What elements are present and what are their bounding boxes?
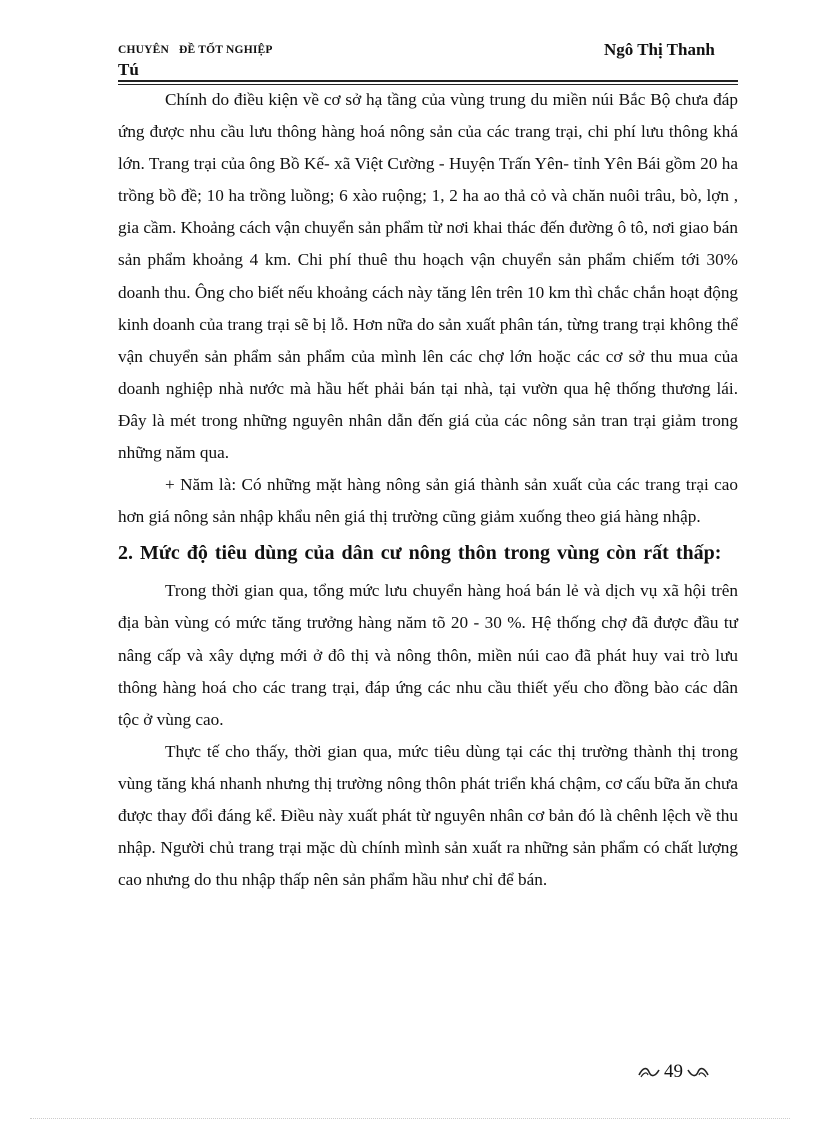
paragraph-3: Trong thời gian qua, tổng mức lưu chuyển hàng hoá bán lẻ và dịch vụ xã hội trên địa bàn vùng có mức tăng trưởng hàng năm tõ 20 - 30 %. Hệ thống chợ đã được đầu tư nâng cấp và xây dựng mới ở đô thị và nông thôn, miền núi cao đã phát huy vai trò lưu thông hàng hoá cho các trang trại, đáp ứng các nhu cầu thiết yếu cho đồng bào các dân tộc ở vùng cao.: [118, 581, 738, 729]
section-heading: 2. Mức độ tiêu dùng của dân cư nông thôn trong vùng còn rất thấp:: [118, 542, 722, 565]
bottom-dotted-line: [30, 1118, 790, 1119]
left-ornament-icon: [638, 1066, 660, 1078]
header-author-line1: Ngô Thị Thanh: [604, 40, 715, 59]
header-author-line2: Tú: [118, 60, 139, 79]
paragraph-1: Chính do điều kiện về cơ sở hạ tầng của vùng trung du miền núi Bắc Bộ chưa đáp ứng được nhu cầu lưu thông hàng hoá nông sản của các trang trại, chi phí lưu thông khá lớn. Trang trại của ông Bồ Kế- xã Việt Cường - Huyện Trấn Yên- tỉnh Yên Bái gồm 20 ha trồng bồ đề; 10 ha trồng luồng; 6 xào ruộng; 1, 2 ha ao thả cỏ và chăn nuôi trâu, bò, lợn , gia cầm. Khoảng cách vận chuyển sản phẩm từ nơi khai thác đến đường ô tô, nơi giao bán sản phẩm khoảng 4 km. Chi phí thuê thu hoạch vận chuyển sản phẩm chiếm tới 30% doanh thu. Ông cho biết nếu khoảng cách này tăng lên trên 10 km thì chắc chắn hoạt động kinh doanh của trang trại sẽ bị lỗ. Hơn nữa do sản xuất phân tán, từng trang trại không thể vận chuyển sản phẩm sản phẩm của mình lên các chợ lớn hoặc các cơ sở thu mua của doanh nghiệp nhà nước mà hầu hết phải bán tại nhà, tại vườn qua hệ thống thương lái. Đây là mét trong những nguyên nhân dẫn đến giá của các nông sản tran trại giảm trong những năm qua.: [118, 90, 739, 463]
header-rule-thick: [118, 80, 738, 82]
paragraph-4: Thực tế cho thấy, thời gian qua, mức tiêu dùng tại các thị trường thành thị trong vùng tăng khá nhanh nhưng thị trường nông thôn phát triển khá chậm, cơ cấu bữa ăn chưa được thay đổi đáng kể. Điều này xuất phát từ nguyên nhân cơ bản đó là chênh lệch về thu nhập. Người chủ trang trại mặc dù chính mình sản xuất ra những sản phẩm có chất lượng cao nhưng do thu nhập thấp nên sản phẩm hầu như chỉ để bán.: [118, 741, 738, 890]
page-number: 49: [664, 1061, 683, 1082]
header-title-part1: CHUYÊN: [118, 44, 170, 56]
paragraph-2: + Năm là: Có những mặt hàng nông sản giá thành sản xuất của các trang trại cao hơn giá nông sản nhập khẩu nên giá thị trường cũng giảm xuống theo giá hàng nhập.: [118, 475, 738, 527]
header-title: [118, 44, 273, 56]
right-ornament-icon: [687, 1066, 709, 1078]
page-footer: [638, 1061, 709, 1083]
header-title-part2: ĐỀ TỐT NGHIỆP: [179, 44, 273, 56]
body-text: [118, 84, 738, 896]
